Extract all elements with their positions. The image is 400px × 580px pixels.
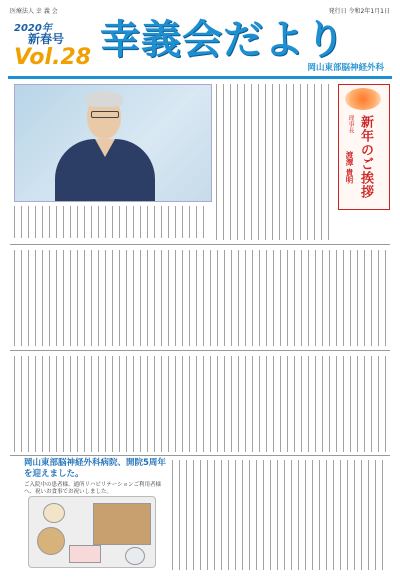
publisher-label: 医療法人 幸 義 会 [10,8,58,15]
issue-volume: Vol.28 [14,45,92,70]
article-text-middle [14,250,388,346]
article-text-lower [14,356,388,452]
greeting-name: 渡潭 貴明 [345,151,354,184]
issue-year: 2020年 [14,23,52,34]
soup-bowl [37,527,65,555]
header-rule [8,76,392,79]
director-photo [14,84,212,202]
news-headline: 岡山東部脳神経外科病院、開院5周年を迎えました。 [24,458,166,479]
photo-hair [85,91,123,107]
greeting-title: 新年のご挨拶 [358,115,373,199]
dessert-dish [69,545,101,563]
newsletter-title: 幸義会だより [100,17,346,63]
sunrise-illustration [345,88,381,110]
cup [125,547,145,565]
top-info-line [10,6,390,16]
issue-badge [14,19,94,71]
masthead [8,17,392,75]
anniversary-news-box [18,458,166,570]
divider-1 [10,244,390,245]
bento-box [93,503,151,545]
side-dish [43,503,65,523]
article-text-bottom [172,460,388,570]
greeting-box [338,84,390,210]
news-caption: ご入院中の患者様、通所リハビリテーションご利用者様へ、祝いお食事でお祝いしました。 [24,482,162,495]
greeting-role: 理事長 [347,115,354,133]
article-text-upper-right [216,84,334,240]
issue-season: 新春号 [28,32,65,46]
hospital-name: 岡山東部脳神経外科 [307,63,384,73]
divider-3 [10,455,390,456]
meal-tray-photo [28,496,156,568]
divider-2 [10,350,390,351]
article-text-upper-left [14,206,210,238]
photo-glasses [91,111,119,118]
issue-date: 発行日 令和2年1月1日 [328,8,390,15]
